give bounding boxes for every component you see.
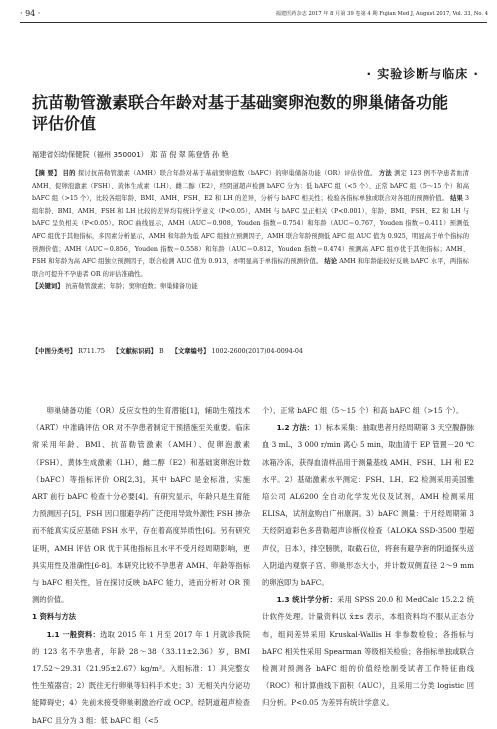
abstract-body xyxy=(32,168,469,281)
doc-code-label: 【文献标识码】 xyxy=(112,348,157,355)
body-left-column xyxy=(32,402,250,729)
method-text: 测定 123 例不孕患者血清 AMH、促卵泡激素（FSH）、黄体生成素（LH）、雌二醇（E2），经阴道超声检测 bAFC 分为：低 bAFC 组（<5 个）、正常 bAFC 组（5～15 个）和高 bAFC 组（>15 个），比较各组年龄、BMI、AMH、FSH、E2 和 LH 的差异，分析与 bAFC 相关性；检验各指标单独或联合对各组的预测价值。 xyxy=(32,170,469,203)
keywords-label: 【关键词】 xyxy=(32,283,64,291)
authors-affiliation: 福建省妇幼保健院（福州 350001） 郑 苗 倪 翠 陈登惜 孙 艳 xyxy=(32,150,229,159)
conclusion-text: AMH 和年龄能较好反映 bAFC 水平，两指标联合可提升不孕患者 OR 的评估准确性。 xyxy=(32,258,469,278)
section-1-2-paragraph xyxy=(262,419,474,591)
article-number-label: 【文章编号】 xyxy=(171,348,210,355)
section-1-3-text: 采用 SPSS 20.0 和 MedCalc 15.2.2 统计软件处理。计量资料以 x̄±s 表示，本组资料均不服从正态分布，组间差异采用 Kruskal-Wallis H 非参数检验；各指标与 bAFC 相关性采用 Spearman 等级相关检验；各指标单独或联合检测对预测各 bAFC 组的价值经绘制受试者工作特征曲线（ROC）和计算曲线下面积（AUC），且采用二分类 logistic 回归分析。P<0.05 为差异有统计学意义。 xyxy=(262,595,474,708)
article-number-value: 1002-2600(2017)04-0094-04 xyxy=(211,348,303,355)
section-heading-1: 1 资料与方法 xyxy=(32,612,77,622)
aim-text: 探讨抗苗勒管激素（AMH）联合年龄对基于基础窦卵泡数（bAFC）的卵巢储备功能（OR）评估价值。 xyxy=(77,170,377,177)
section-1-3-paragraph xyxy=(262,591,474,711)
keywords-line xyxy=(32,281,469,294)
section-1-2-label: 1.2 方法： xyxy=(276,423,314,433)
journal-running-header: 福建医药杂志 2017 年 8 月第 39 卷第 4 期 Fujian Med J, August 2017, Vol. 33, No. 4 xyxy=(275,11,488,17)
clc-label: 【中图分类号】 xyxy=(32,348,77,355)
classification-line xyxy=(32,346,303,355)
section-1-1-paragraph xyxy=(32,626,250,729)
section-tag: · 实验诊断与临床 · xyxy=(366,67,479,81)
header-rule xyxy=(20,22,487,23)
group-continuation: 个）、正常 bAFC 组（5～15 个）和高 bAFC 组（>15 个）。 xyxy=(262,406,464,415)
result-label: 结果 xyxy=(450,195,463,203)
conclusion-label: 结论 xyxy=(324,258,338,266)
result-text: 3 组年龄、BMI、AMH、FSH 和 LH 比较的差异均有统计学意义（P<0.05），AMH 与 bAFC 呈正相关（P<0.001），年龄、BMI、FSH、E2 和 LH 与 bAFC 呈负相关（P<0.05）。ROC 曲线显示，AMH（AUC＝0.908，Youden 指数＝0.754）和年龄（AUC＝0.767，Youden 指数＝0.411）预测低 AFC 组优于其他指标，多因素分析显示，AMH 和年龄为低 AFC 组独立预测因子，AMH 联合年龄预测低 AFC 组 AUC 值为 0.925，明显高于单个指标的预测价值；AMH（AUC＝0.856，Youden 指数＝0.558）和年龄（AUC＝0.812，Youden 指数＝0.474）预测高 AFC 组亦优于其他指标；AMH、FSH 和年龄为高 AFC 组独立预测因子，联合检测 AUC 值为 0.913，亦明显高于单指标的预测价值。 xyxy=(32,195,469,266)
article-title: 抗苗勒管激素联合年龄对基于基础窦卵泡数的卵巢储备功能评估价值 xyxy=(32,93,449,133)
doc-code-value: B xyxy=(158,348,164,355)
abstract-block xyxy=(32,168,469,294)
section-1-1-text: 选取 2015 年 1 月至 2017 年 1 月就诊我院的 123 名不孕患者，年龄 28～38（33.11±2.36）岁，BMI 17.52～29.31（21.95±2.67）kg/m²。入组标准：1）具完整女性生殖器官；2）既往无行卵巢等妇科手术史；3）无相关内分泌功能障碍史；4）先前未接受卵巢刺激治疗或 OCP。经阴道超声检查 bAFC 且分为 3 组：低 bAFC 组（<5 xyxy=(32,629,251,725)
section-1-3-label: 1.3 统计学分析： xyxy=(276,595,338,605)
clc-value: R711.75 xyxy=(78,348,105,355)
section-1-2-text: 1）标本采集：抽取患者月经周期第 3 天空腹静脉血 3 mL，3 000 r/min 离心 5 min，取血清于 EP 管置－20 ℃冰箱冷冻，获得血清样品用于测量基线 AMH、FSH、LH 和 E2 水平。2）基础激素水平测定：FSH、LH、E2 检测采用美国雅培公司 AL6200 全自动化学发光仪及试剂，AMH 检测采用 ELISA，试剂盒购自广州康润。3）bAFC 测量：于月经周期第 3 天经阴道彩色多普勒超声诊断仪检查（ALOKA SSD-3500 型超声仪，日本），排空膀胱，取截石位，将套有避孕套的阴道探头送入阴道内观察子宫、卵巢形态大小，并计数双侧直径 2～9 mm 的卵泡即为 bAFC。 xyxy=(262,423,474,588)
intro-paragraph: 卵巢储备功能（OR）反应女性的生育潜能[1]，辅助生殖技术（ART）中准确评估 OR 对不孕患者制定干预措施至关重要。临床常采用年龄、BMI、抗苗勒管激素（AMH）、促卵泡激素（FSH）、黄体生成激素（LH），雌二醇（E2）和基础窦卵泡计数（bAFC）等指标评价 OR[2,3]，其中 bAFC 是金标准，实施 ART 前行 bAFC 检查十分必要[4]。有研究显示，年龄只是生育能力预测因子[5]，FSH 因口服避孕药广泛使用导致外源性 FSH 掺杂而不能真实反应基础 FSH 水平，存在着高度异质性[6]。另有研究证明，AMH 评估 OR 优于其他指标且水平不受月经周期影响，更具实用性及准确性[6-8]。本研究比较不孕患者 AMH、年龄等指标与 bAFC 相关性，旨在探讨反映 bAFC 能力，进而分析对 OR 预测的价值。 xyxy=(32,406,250,605)
keywords-text: 抗苗勒管激素；年龄；窦卵泡数；卵巢储备功能 xyxy=(65,283,198,291)
aim-label: 目的 xyxy=(62,170,76,177)
abstract-label: 【摘 要】 xyxy=(32,170,61,177)
method-label: 方法 xyxy=(378,170,392,177)
body-right-column xyxy=(262,402,474,712)
page-number: · 94 · xyxy=(20,9,41,18)
section-1-1-label: 1.1 一般资料： xyxy=(46,629,101,639)
